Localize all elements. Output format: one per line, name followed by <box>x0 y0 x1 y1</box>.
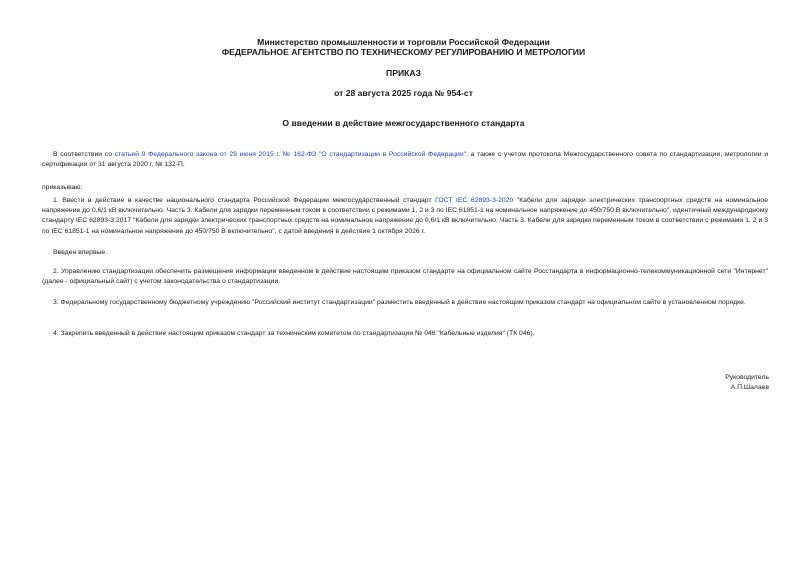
preamble-text-before: В соответствии со <box>53 151 115 158</box>
ministry-name: Министерство промышленности и торговли Российской Федерации <box>257 37 550 47</box>
signature-title: Руководитель <box>725 374 769 381</box>
document-type: ПРИКАЗ <box>386 68 421 78</box>
introduced-note: Введен впервые. <box>53 249 108 256</box>
signature-name: А.П.Шалаев <box>730 384 769 391</box>
preamble-paragraph <box>42 150 768 170</box>
law-article-link[interactable]: статьей 9 Федерального закона от 29 июня 2015 г. № 162-ФЗ "О стандартизации в Российской Федерации" <box>114 151 467 158</box>
item-1-text-before: 1. Ввести в действие в качестве национального стандарта Российской Федерации межгосударственный стандарт <box>53 197 436 204</box>
item-4-paragraph: 4. Закрепить введенный в действие настоящим приказом стандарт за техническим комитетом по стандартизации № 046 "Кабельные изделия" (ТК 046). <box>53 330 535 337</box>
item-2-paragraph: 2. Управлению стандартизации обеспечить размещение информации введенном в действие настоящим приказом стандарте на официальном сайте Росстандарта в информационно-телекоммуникационной сети "Интернет" (далее - официальный сайт) с учетом законодательства о стандартизации. <box>42 268 768 286</box>
standard-link[interactable]: ГОСТ IEC 62893-3-2020 <box>435 197 514 204</box>
document-date: от 28 августа 2025 года № 954-ст <box>334 88 473 98</box>
agency-name: ФЕДЕРАЛЬНОЕ АГЕНТСТВО ПО ТЕХНИЧЕСКОМУ РЕГУЛИРОВАНИЮ И МЕТРОЛОГИИ <box>221 47 586 57</box>
item-1-paragraph <box>42 196 768 237</box>
item-3-paragraph: 3. Федеральному государственному бюджетному учреждению "Российский институт стандартизации" разместить введенный в действие настоящим приказом стандарт на официальном сайте в установленном порядке. <box>53 299 746 306</box>
document-subject: О введении в действие межгосударственного стандарта <box>282 118 525 128</box>
order-word: приказываю: <box>42 184 83 191</box>
preamble-text-after: , а также с учетом протокола Межгосударственного совета по стандартизации, метрологии и сертификации от 31 августа 2020 г. № 132-П, <box>42 151 768 169</box>
item-1-text-after: "Кабели для зарядки электрических транспортных средств на номинальное напряжение до 0,6/1 кВ включительно. Часть 3. Кабели для зарядки переменным током в соответствии с режимами 1, 2 и 3 по IEC 61851-1 на номинальное напряжение до 450/750 В включительно", идентичный международному стандарту IEC 62893-3:2017 "Кабели для зарядки электрических транспортных средств на номинальное напряжение до 0,6/1 кВ включительно. Часть 3. Кабели для зарядки переменным током в соответствии с режимами 1, 2 и 3 по IEC 61851-1 на номинальное напряжение до 450/750 В включительно", с датой введения в действие 1 октября 2026 г. <box>42 197 768 235</box>
